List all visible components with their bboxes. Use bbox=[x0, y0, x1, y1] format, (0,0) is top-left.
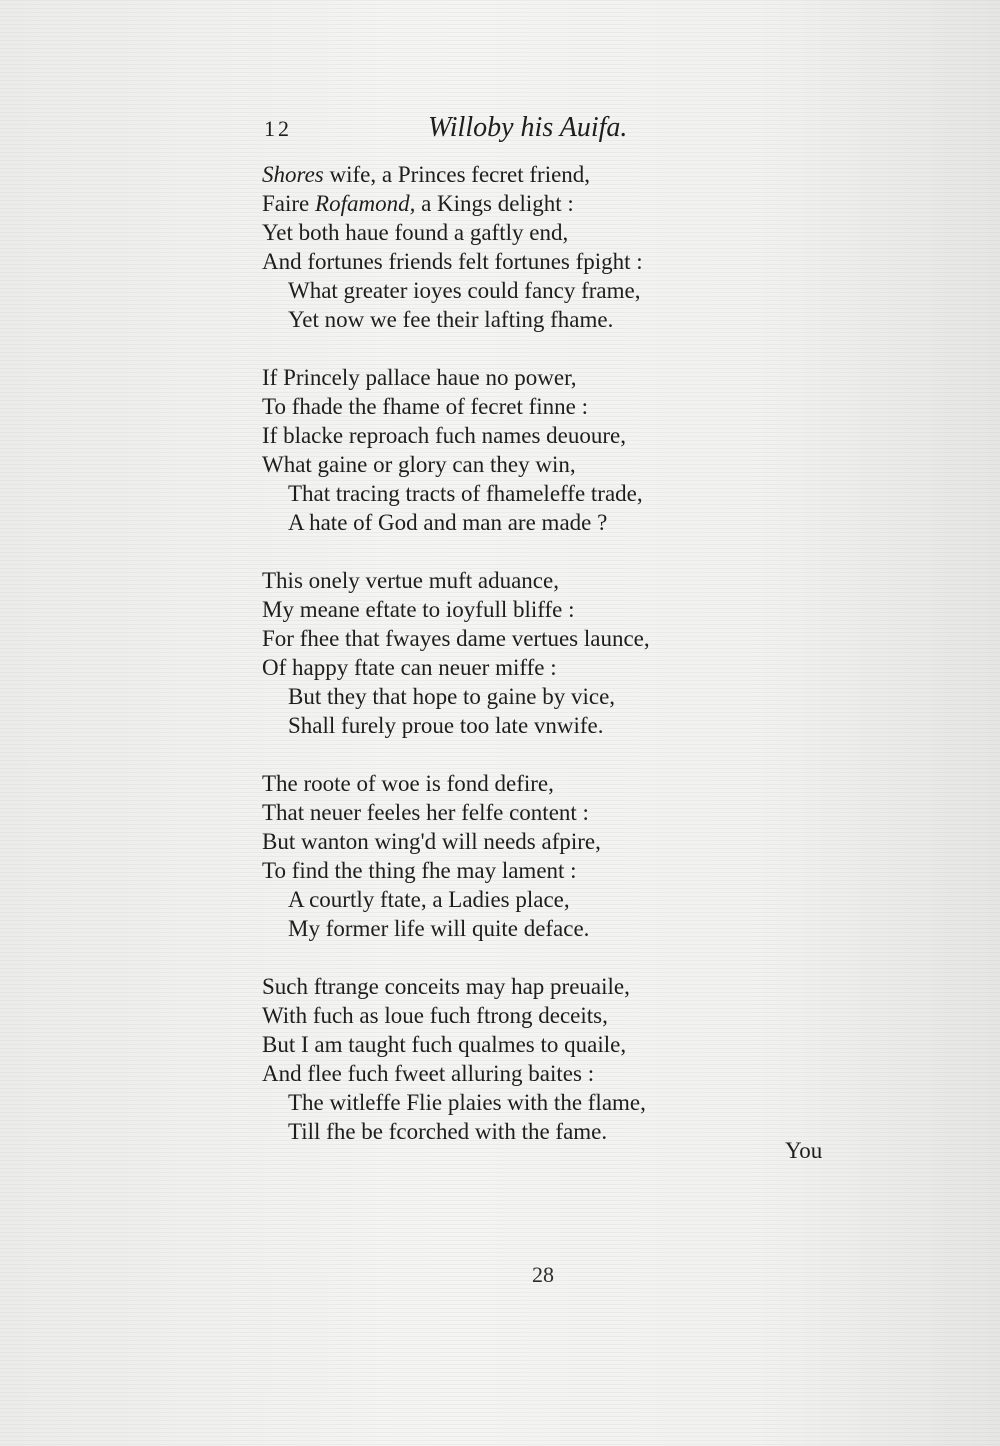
verse-line: But wanton wing'd will needs afpire, bbox=[262, 829, 601, 854]
stanza bbox=[262, 972, 842, 1146]
verse-line: This onely vertue muft aduance, bbox=[262, 568, 559, 593]
stanza bbox=[262, 769, 842, 943]
verse-line: The roote of woe is fond defire, bbox=[262, 771, 554, 796]
verse-line-text: a Kings delight : bbox=[415, 191, 574, 216]
verse-line: Yet both haue found a gaftly end, bbox=[262, 220, 569, 245]
verse-line bbox=[262, 160, 842, 189]
verse-line-indented: A courtly ftate, a Ladies place, bbox=[288, 887, 570, 912]
italic-name: Rofamond, bbox=[315, 191, 416, 216]
verse-line: With fuch as loue fuch ftrong deceits, bbox=[262, 1003, 608, 1028]
verse-line: If blacke reproach fuch names deuoure, bbox=[262, 423, 626, 448]
verse-line-indented: My former life will quite deface. bbox=[288, 916, 590, 941]
verse-line: Of happy ftate can neuer miffe : bbox=[262, 655, 557, 680]
catchword: You bbox=[785, 1138, 823, 1163]
verse-line: To find the thing fhe may lament : bbox=[262, 858, 577, 883]
header-page-number: 12 bbox=[264, 116, 292, 141]
poem-body bbox=[262, 160, 842, 1175]
verse-line: My meane eftate to ioyfull bliffe : bbox=[262, 597, 575, 622]
verse-line-indented: But they that hope to gaine by vice, bbox=[288, 684, 616, 709]
verse-line-text: Faire bbox=[262, 191, 316, 216]
verse-line-indented: Shall furely proue too late vnwife. bbox=[288, 713, 604, 738]
verse-line-text: wife, a Princes fecret friend, bbox=[323, 162, 591, 187]
folio-number: 28 bbox=[532, 1262, 554, 1287]
verse-line: And fortunes friends felt fortunes fpight : bbox=[262, 249, 643, 274]
verse-line: For fhee that fwayes dame vertues launce, bbox=[262, 626, 650, 651]
verse-line-indented: The witleffe Flie plaies with the flame, bbox=[288, 1090, 646, 1115]
verse-line-indented: Yet now we fee their lafting fhame. bbox=[288, 307, 614, 332]
verse-line: Such ftrange conceits may hap preuaile, bbox=[262, 974, 630, 999]
verse-line-indented: That tracing tracts of fhameleffe trade, bbox=[288, 481, 643, 506]
verse-line: To fhade the fhame of fecret finne : bbox=[262, 394, 588, 419]
stanza bbox=[262, 363, 842, 537]
verse-line: That neuer feeles her felfe content : bbox=[262, 800, 589, 825]
stanza bbox=[262, 160, 842, 334]
verse-line-indented: A hate of God and man are made ? bbox=[288, 510, 608, 535]
verse-line: If Princely pallace haue no power, bbox=[262, 365, 577, 390]
verse-line bbox=[262, 189, 842, 218]
stanza bbox=[262, 566, 842, 740]
running-title: Willoby his Auifa. bbox=[428, 112, 628, 143]
verse-line: But I am taught fuch qualmes to quaile, bbox=[262, 1032, 627, 1057]
running-header bbox=[264, 112, 684, 148]
verse-line: What gaine or glory can they win, bbox=[262, 452, 576, 477]
italic-name: Shores bbox=[262, 162, 324, 187]
verse-line-indented: Till fhe be fcorched with the fame. bbox=[288, 1119, 608, 1144]
verse-line-indented: What greater ioyes could fancy frame, bbox=[288, 278, 641, 303]
verse-line: And flee fuch fweet alluring baites : bbox=[262, 1061, 595, 1086]
